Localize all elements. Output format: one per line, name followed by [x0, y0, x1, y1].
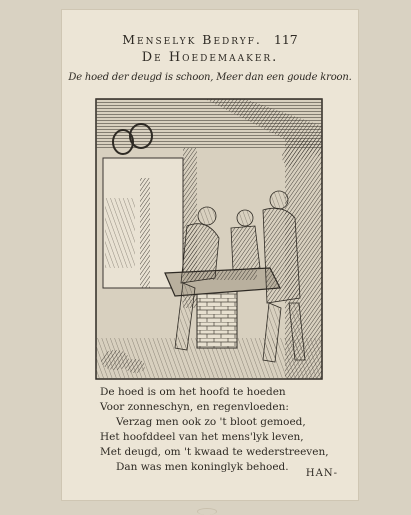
book-page	[62, 10, 358, 500]
verse-line: Dan was men koninglyk behoed.	[116, 461, 289, 473]
running-header	[62, 32, 358, 47]
catchword: HAN-	[305, 468, 338, 479]
verse-line: Met deugd, om 't kwaad te wederstreeven,	[100, 446, 329, 458]
header-text: Menselyk Bedryf.	[122, 32, 262, 47]
motto-line: De hoed der deugd is schoon, Meer dan een goude kroon.	[68, 72, 352, 83]
verse-line: Voor zonneschyn, en regenvloeden:	[100, 401, 289, 413]
verse-line: Het hoofddeel van het mens'lyk leven,	[100, 431, 304, 443]
verse-line: Verzag men ook zo 't bloot gemoed,	[116, 416, 306, 428]
verse-line: De hoed is om het hoofd te hoeden	[100, 386, 286, 398]
page-number: 117	[273, 32, 298, 47]
verse-block	[100, 385, 340, 475]
page-title: De Hoedemaaker.	[141, 50, 279, 65]
engraving-hatmakers	[95, 98, 323, 380]
